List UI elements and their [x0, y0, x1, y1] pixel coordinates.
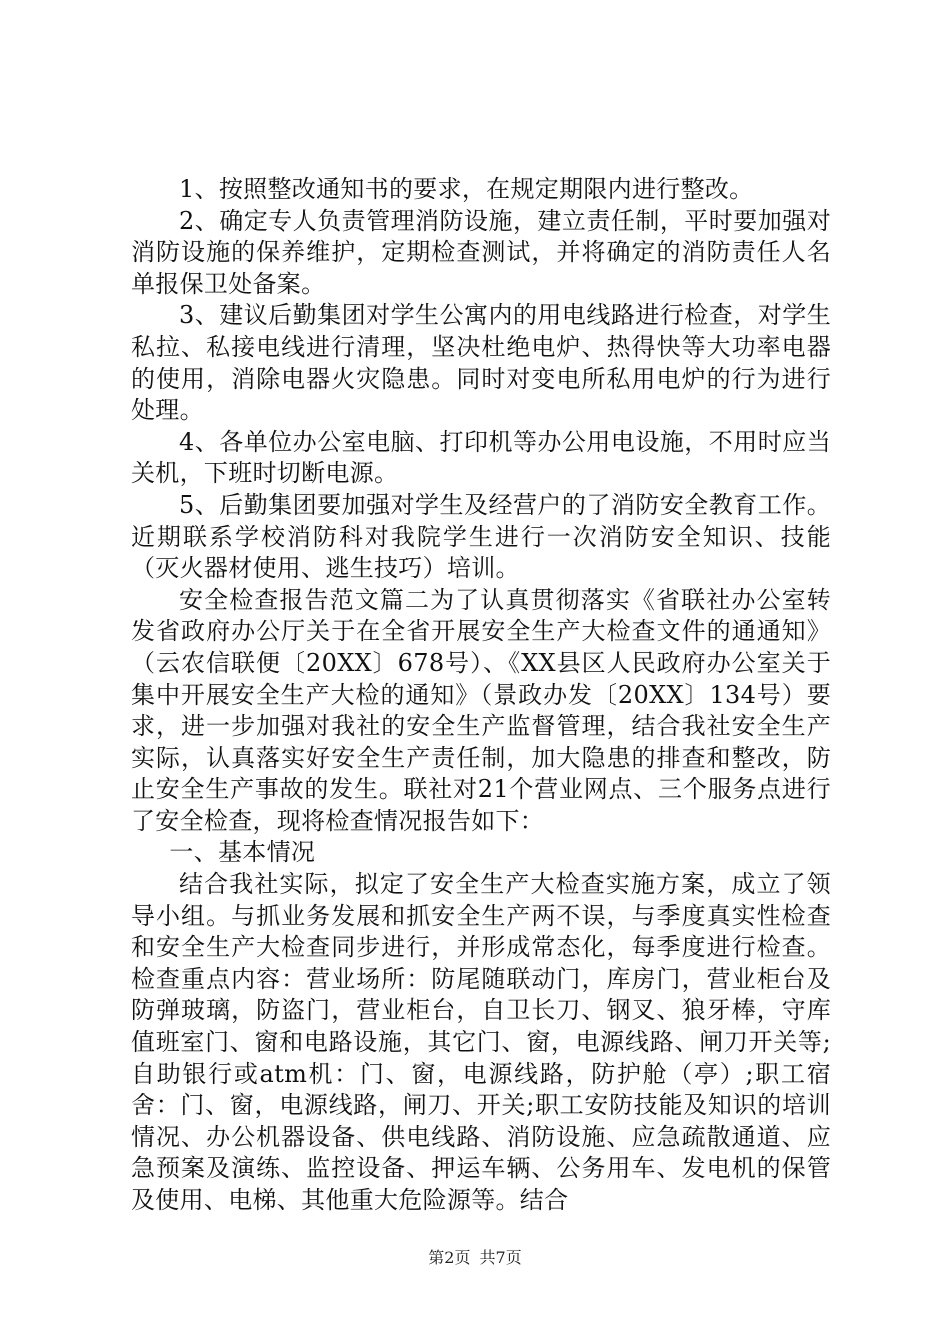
page-footer	[0, 1245, 950, 1268]
paragraph-item-3: 3、建议后勤集团对学生公寓内的用电线路进行检查，对学生私拉、私接电线进行清理，坚决杜绝电炉、热得快等大功率电器的使用，消除电器火灾隐患。同时对变电所私用电炉的行为进行处理。	[131, 301, 831, 425]
paragraph-item-2: 2、确定专人负责管理消防设施，建立责任制，平时要加强对消防设施的保养维护，定期检查测试，并将确定的消防责任人名单报保卫处备案。	[131, 206, 831, 298]
document-body	[131, 174, 831, 1217]
paragraph-report-intro: 安全检查报告范文篇二为了认真贯彻落实《省联社办公室转发省政府办公厅关于在全省开展安全生产大检查文件的通通知》（云农信联便〔20XX〕678号）、《XX县区人民政府办公室关于集中开展安全生产大检的通知》（景政办发〔20XX〕134号）要求，进一步加强对我社的安全生产监督管理，结合我社安全生产实际，认真落实好安全生产责任制，加大隐患的排查和整改，防止安全生产事故的发生。联社对21个营业网点、三个服务点进行了安全检查，现将检查情况报告如下：	[131, 585, 831, 835]
section-heading-basic: 一、基本情况	[169, 838, 316, 867]
paragraph-item-5: 5、后勤集团要加强对学生及经营户的了消防安全教育工作。近期联系学校消防科对我院学生进行一次消防安全知识、技能（灭火器材使用、逃生技巧）培训。	[131, 490, 831, 583]
paragraph-basic-situation: 结合我社实际，拟定了安全生产大检查实施方案，成立了领导小组。与抓业务发展和抓安全生产两不误，与季度真实性检查和安全生产大检查同步进行，并形成常态化，每季度进行检查。检查重点内容：营业场所：防尾随联动门，库房门，营业柜台及防弹玻璃，防盗门，营业柜台，自卫长刀、钢叉、狼牙棒，守库值班室门、窗和电路设施，其它门、窗，电源线路、闸刀开关等;自助银行或atm机：门、窗，电源线路，防护舱（亭）;职工宿舍：门、窗，电源线路，闸刀、开关;职工安防技能及知识的培训情况、办公机器设备、供电线路、消防设施、应急疏散通道、应急预案及演练、监控设备、押运车辆、公务用车、发电机的保管及使用、电梯、其他重大危险源等。结合	[131, 870, 831, 1214]
page-total: 共7页	[479, 1248, 522, 1267]
paragraph-item-1: 1、按照整改通知书的要求，在规定期限内进行整改。	[179, 175, 754, 203]
page-number: 第2页	[428, 1248, 471, 1267]
paragraph-item-4: 4、各单位办公室电脑、打印机等办公用电设施，不用时应当关机，下班时切断电源。	[131, 427, 831, 488]
